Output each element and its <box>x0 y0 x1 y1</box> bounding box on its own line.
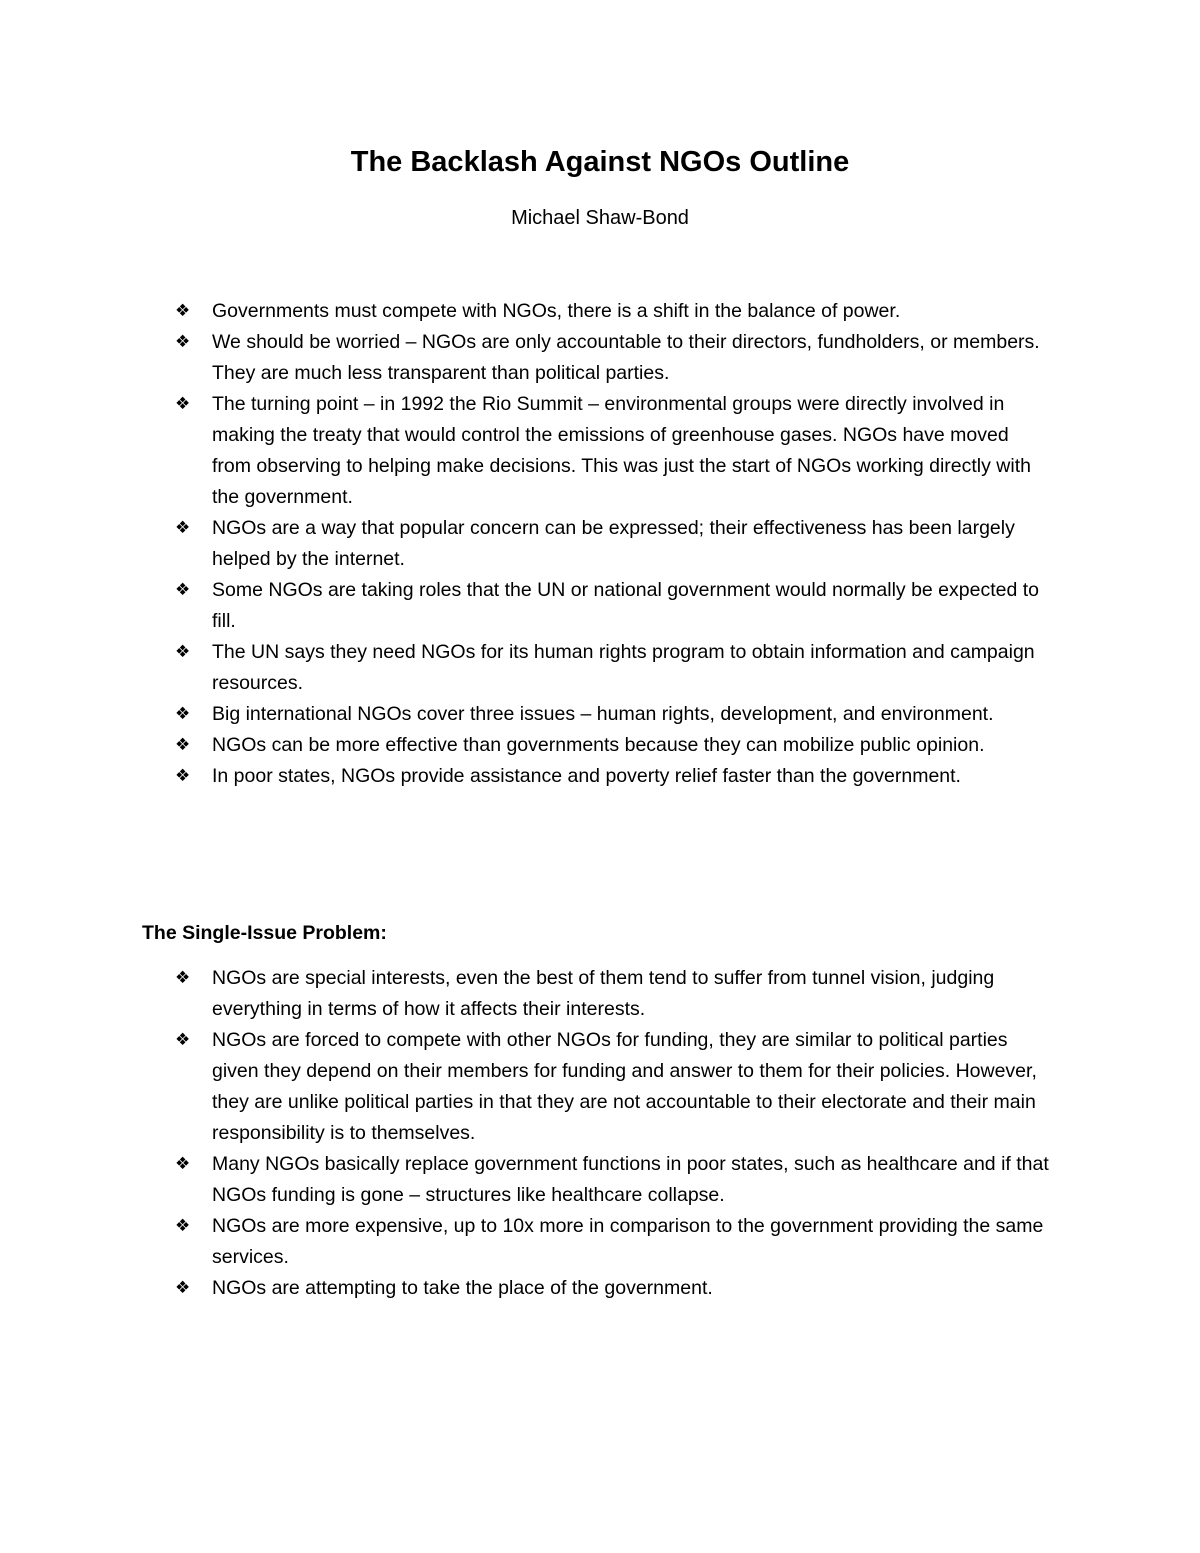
document-title: The Backlash Against NGOs Outline <box>350 146 850 178</box>
section-heading: The Single-Issue Problem: <box>142 922 387 944</box>
list-item-text: We should be worried – NGOs are only accountable to their directors, fundholders, or members. They are much less transparent than political parties. <box>212 331 1040 384</box>
outline-list-main <box>0 296 1200 792</box>
list-item <box>0 1025 1052 1149</box>
outline-list-single-issue <box>0 963 1200 1304</box>
list-item-text: NGOs can be more effective than governments because they can mobilize public opinion. <box>212 734 985 756</box>
list-item-text: NGOs are more expensive, up to 10x more in comparison to the government providing the same services. <box>212 1215 1044 1268</box>
four-diamond-bullet-icon: ❖ <box>175 1030 191 1050</box>
list-item-text: The UN says they need NGOs for its human rights program to obtain information and campaign resources. <box>212 641 1035 694</box>
list-item <box>0 296 1052 327</box>
four-diamond-bullet-icon: ❖ <box>175 735 191 755</box>
list-item <box>0 1211 1052 1273</box>
list-item <box>0 730 1052 761</box>
list-item-text: Big international NGOs cover three issues – human rights, development, and environment. <box>212 703 994 725</box>
list-item-text: NGOs are a way that popular concern can be expressed; their effectiveness has been largely helped by the internet. <box>212 517 1015 570</box>
four-diamond-bullet-icon: ❖ <box>175 704 191 724</box>
four-diamond-bullet-icon: ❖ <box>175 394 191 414</box>
list-item <box>0 761 1052 792</box>
four-diamond-bullet-icon: ❖ <box>175 766 191 786</box>
four-diamond-bullet-icon: ❖ <box>175 1278 191 1298</box>
list-item-text: In poor states, NGOs provide assistance and poverty relief faster than the government. <box>212 765 961 787</box>
list-item <box>0 699 1052 730</box>
four-diamond-bullet-icon: ❖ <box>175 642 191 662</box>
list-item <box>0 1273 1052 1304</box>
four-diamond-bullet-icon: ❖ <box>175 518 191 538</box>
list-item-text: Some NGOs are taking roles that the UN or national government would normally be expected to fill. <box>212 579 1040 632</box>
four-diamond-bullet-icon: ❖ <box>175 301 191 321</box>
list-item <box>0 963 1052 1025</box>
list-item-text: The turning point – in 1992 the Rio Summit – environmental groups were directly involved in making the treaty that would control the emissions of greenhouse gases. NGOs have moved from observing to helping make decisions. This was just the start of NGOs working directly with the government. <box>212 393 1031 508</box>
list-item-text: NGOs are attempting to take the place of the government. <box>212 1277 713 1299</box>
four-diamond-bullet-icon: ❖ <box>175 580 191 600</box>
four-diamond-bullet-icon: ❖ <box>175 332 191 352</box>
list-item <box>0 389 1052 513</box>
list-item <box>0 513 1052 575</box>
list-item-text: NGOs are forced to compete with other NGOs for funding, they are similar to political parties given they depend on their members for funding and answer to them for their policies. However, they are unlike political parties in that they are not accountable to their electorate and their main responsibility is to themselves. <box>212 1029 1037 1144</box>
list-item-text: Governments must compete with NGOs, there is a shift in the balance of power. <box>212 300 901 322</box>
list-item-text: NGOs are special interests, even the best of them tend to suffer from tunnel vision, judging everything in terms of how it affects their interests. <box>212 967 995 1020</box>
author-name: Michael Shaw-Bond <box>511 207 689 229</box>
list-item <box>0 637 1052 699</box>
list-item-text: Many NGOs basically replace government functions in poor states, such as healthcare and if that NGOs funding is gone – structures like healthcare collapse. <box>212 1153 1049 1206</box>
list-item <box>0 1149 1052 1211</box>
list-item <box>0 327 1052 389</box>
four-diamond-bullet-icon: ❖ <box>175 1154 191 1174</box>
four-diamond-bullet-icon: ❖ <box>175 1216 191 1236</box>
four-diamond-bullet-icon: ❖ <box>175 968 191 988</box>
list-item <box>0 575 1052 637</box>
